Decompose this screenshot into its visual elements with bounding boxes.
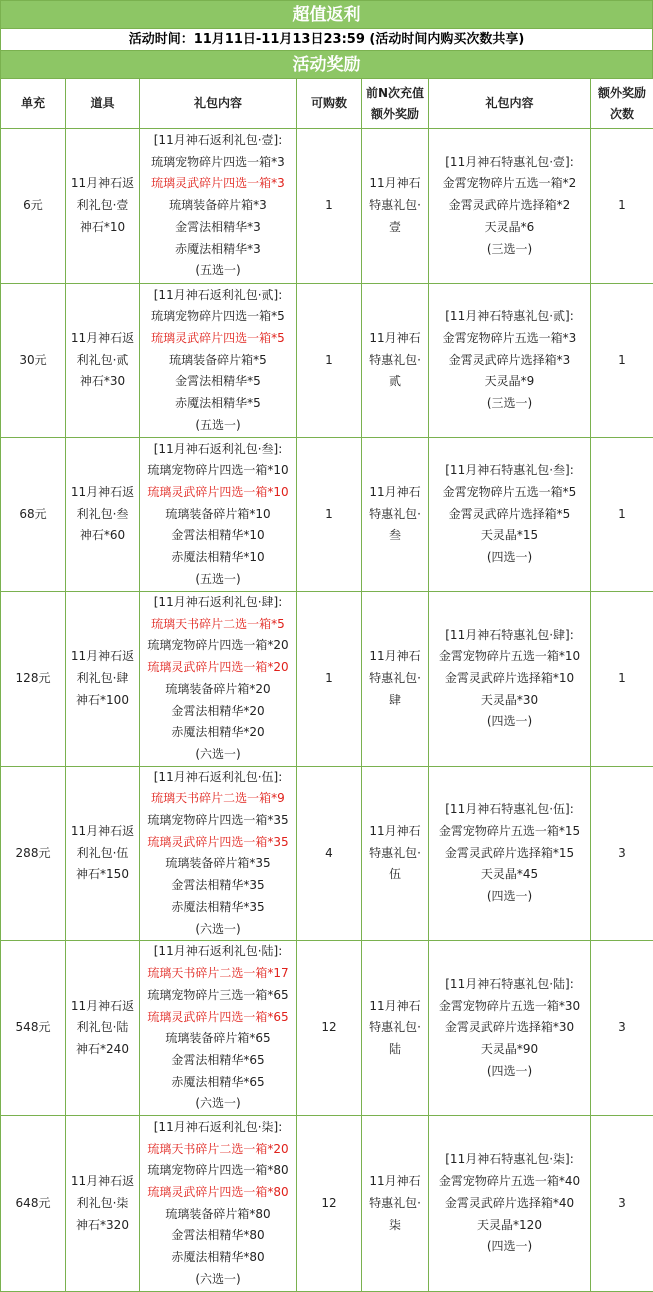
header-extra-count	[591, 79, 653, 129]
item-line: 利礼包·柒	[68, 1193, 137, 1215]
contents2-line: (四选一)	[431, 886, 588, 908]
item-line: 11月神石返	[68, 821, 137, 843]
extra-line: 11月神石	[364, 996, 426, 1018]
contents-line: [11月神石返利礼包·陆]:	[142, 941, 294, 963]
header-extra	[362, 79, 429, 129]
contents2-cell	[429, 766, 591, 941]
item-cell	[66, 284, 140, 438]
item-line: 神石*30	[68, 371, 137, 393]
contents2-line: 金霄灵武碎片选择箱*15	[431, 843, 588, 865]
item-line: 神石*100	[68, 690, 137, 712]
extra-line: 肆	[364, 690, 426, 712]
contents2-line: 天灵晶*6	[431, 217, 588, 239]
contents-line: (六选一)	[142, 744, 294, 766]
extra-line: 特惠礼包·	[364, 843, 426, 865]
contents2-line: (三选一)	[431, 239, 588, 261]
contents2-line: 天灵晶*45	[431, 864, 588, 886]
contents2-line: 金霄宠物碎片五选一箱*3	[431, 328, 588, 350]
extra-line: 11月神石	[364, 821, 426, 843]
page-title: 超值返利	[0, 0, 653, 28]
extra-line: 11月神石	[364, 646, 426, 668]
header-extra-count-line2: 次数	[593, 104, 651, 125]
item-line: 神石*60	[68, 525, 137, 547]
buyable-cell: 12	[297, 1116, 362, 1292]
charge-cell: 6元	[1, 129, 66, 284]
contents-line: 琉璃灵武碎片四选一箱*35	[142, 832, 294, 854]
extra-line: 叁	[364, 525, 426, 547]
contents-line: [11月神石返利礼包·叁]:	[142, 439, 294, 461]
contents2-line: 金霄宠物碎片五选一箱*30	[431, 996, 588, 1018]
contents-line: 琉璃宠物碎片四选一箱*10	[142, 460, 294, 482]
contents-line: 琉璃灵武碎片四选一箱*80	[142, 1182, 294, 1204]
buyable-cell: 1	[297, 592, 362, 767]
contents-cell	[140, 129, 297, 284]
contents2-line: 天灵晶*90	[431, 1039, 588, 1061]
contents2-line: 金霄宠物碎片五选一箱*5	[431, 482, 588, 504]
contents-line: 琉璃灵武碎片四选一箱*10	[142, 482, 294, 504]
contents-line: 琉璃装备碎片箱*5	[142, 350, 294, 372]
extra-count-cell: 3	[591, 1116, 653, 1292]
extra-line: 11月神石	[364, 328, 426, 350]
contents-line: 赤魇法相精华*5	[142, 393, 294, 415]
item-cell	[66, 129, 140, 284]
contents-line: (五选一)	[142, 260, 294, 282]
buyable-cell: 12	[297, 941, 362, 1116]
extra-count-cell: 1	[591, 129, 653, 284]
extra-count-cell: 1	[591, 284, 653, 438]
rewards-table	[0, 78, 653, 1292]
contents-line: 赤魇法相精华*80	[142, 1247, 294, 1269]
contents2-line: [11月神石特惠礼包·肆]:	[431, 625, 588, 647]
contents2-cell	[429, 129, 591, 284]
contents2-line: (四选一)	[431, 547, 588, 569]
contents2-line: 金霄宠物碎片五选一箱*2	[431, 173, 588, 195]
contents2-cell	[429, 941, 591, 1116]
contents2-line: [11月神石特惠礼包·壹]:	[431, 152, 588, 174]
table-row	[1, 438, 653, 592]
contents-line: 赤魇法相精华*3	[142, 239, 294, 261]
extra-count-cell: 3	[591, 766, 653, 941]
extra-line: 特惠礼包·	[364, 504, 426, 526]
contents-line: 琉璃装备碎片箱*65	[142, 1028, 294, 1050]
contents2-line: 金霄灵武碎片选择箱*3	[431, 350, 588, 372]
contents-line: 金霄法相精华*80	[142, 1225, 294, 1247]
item-line: 神石*320	[68, 1215, 137, 1237]
contents2-line: [11月神石特惠礼包·叁]:	[431, 460, 588, 482]
contents2-line: [11月神石特惠礼包·陆]:	[431, 974, 588, 996]
contents2-line: [11月神石特惠礼包·柒]:	[431, 1149, 588, 1171]
extra-cell	[362, 438, 429, 592]
charge-cell: 648元	[1, 1116, 66, 1292]
contents2-cell	[429, 438, 591, 592]
item-line: 神石*10	[68, 217, 137, 239]
activity-time: 活动时间：11月11日-11月13日23:59 (活动时间内购买次数共享)	[0, 28, 653, 50]
contents-cell	[140, 1116, 297, 1292]
section-title: 活动奖励	[0, 50, 653, 78]
contents2-cell	[429, 592, 591, 767]
extra-line: 贰	[364, 371, 426, 393]
contents-line: 琉璃装备碎片箱*35	[142, 853, 294, 875]
item-cell	[66, 592, 140, 767]
contents-line: 琉璃天书碎片二选一箱*5	[142, 614, 294, 636]
item-cell	[66, 438, 140, 592]
extra-cell	[362, 1116, 429, 1292]
buyable-cell: 1	[297, 438, 362, 592]
table-header-row	[1, 79, 653, 129]
extra-cell	[362, 284, 429, 438]
contents-line: 琉璃宠物碎片四选一箱*5	[142, 306, 294, 328]
header-contents2: 礼包内容	[429, 79, 591, 129]
contents-line: [11月神石返利礼包·壹]:	[142, 130, 294, 152]
buyable-cell: 1	[297, 284, 362, 438]
contents-line: 赤魇法相精华*10	[142, 547, 294, 569]
contents-cell	[140, 941, 297, 1116]
contents2-line: 金霄灵武碎片选择箱*40	[431, 1193, 588, 1215]
contents2-line: (三选一)	[431, 393, 588, 415]
contents-line: [11月神石返利礼包·肆]:	[142, 592, 294, 614]
item-cell	[66, 941, 140, 1116]
contents2-line: 天灵晶*120	[431, 1215, 588, 1237]
charge-cell: 128元	[1, 592, 66, 767]
contents-line: (五选一)	[142, 569, 294, 591]
contents2-line: 金霄灵武碎片选择箱*5	[431, 504, 588, 526]
buyable-cell: 1	[297, 129, 362, 284]
contents-line: 琉璃灵武碎片四选一箱*20	[142, 657, 294, 679]
header-charge: 单充	[1, 79, 66, 129]
contents-line: (六选一)	[142, 919, 294, 941]
contents2-line: 金霄灵武碎片选择箱*2	[431, 195, 588, 217]
item-line: 11月神石返	[68, 1171, 137, 1193]
item-line: 11月神石返	[68, 173, 137, 195]
item-line: 利礼包·壹	[68, 195, 137, 217]
extra-count-cell: 1	[591, 438, 653, 592]
extra-line: 11月神石	[364, 173, 426, 195]
item-line: 利礼包·贰	[68, 350, 137, 372]
extra-cell	[362, 941, 429, 1116]
contents-line: 琉璃装备碎片箱*80	[142, 1204, 294, 1226]
contents-line: [11月神石返利礼包·贰]:	[142, 285, 294, 307]
item-line: 神石*240	[68, 1039, 137, 1061]
contents-line: 琉璃宠物碎片四选一箱*35	[142, 810, 294, 832]
contents-line: 琉璃灵武碎片四选一箱*3	[142, 173, 294, 195]
table-row	[1, 941, 653, 1116]
header-extra-count-line1: 额外奖励	[593, 83, 651, 104]
contents-line: 琉璃装备碎片箱*20	[142, 679, 294, 701]
contents2-line: 金霄灵武碎片选择箱*30	[431, 1017, 588, 1039]
contents-line: 赤魇法相精华*20	[142, 722, 294, 744]
extra-line: 伍	[364, 864, 426, 886]
table-row	[1, 1116, 653, 1292]
contents-line: 琉璃装备碎片箱*10	[142, 504, 294, 526]
item-line: 11月神石返	[68, 482, 137, 504]
contents-cell	[140, 284, 297, 438]
contents-line: 金霄法相精华*3	[142, 217, 294, 239]
contents-line: 琉璃宠物碎片四选一箱*80	[142, 1160, 294, 1182]
contents-line: 金霄法相精华*20	[142, 701, 294, 723]
contents2-line: (四选一)	[431, 711, 588, 733]
extra-cell	[362, 592, 429, 767]
contents-line: 琉璃装备碎片箱*3	[142, 195, 294, 217]
contents-line: (五选一)	[142, 415, 294, 437]
table-body	[1, 129, 653, 1292]
item-line: 利礼包·叁	[68, 504, 137, 526]
contents2-line: 金霄宠物碎片五选一箱*40	[431, 1171, 588, 1193]
contents2-cell	[429, 1116, 591, 1292]
contents-line: 琉璃宠物碎片四选一箱*3	[142, 152, 294, 174]
extra-line: 特惠礼包·	[364, 195, 426, 217]
table-row	[1, 284, 653, 438]
item-line: 利礼包·陆	[68, 1017, 137, 1039]
item-cell	[66, 1116, 140, 1292]
table-row	[1, 592, 653, 767]
item-line: 11月神石返	[68, 996, 137, 1018]
contents-line: 琉璃宠物碎片四选一箱*20	[142, 635, 294, 657]
table-row	[1, 766, 653, 941]
contents2-line: [11月神石特惠礼包·伍]:	[431, 799, 588, 821]
contents-line: [11月神石返利礼包·伍]:	[142, 767, 294, 789]
charge-cell: 288元	[1, 766, 66, 941]
contents-line: 琉璃天书碎片二选一箱*20	[142, 1139, 294, 1161]
extra-cell	[362, 129, 429, 284]
header-extra-line1: 前N次充值	[364, 83, 426, 104]
contents2-line: (四选一)	[431, 1061, 588, 1083]
contents2-line: (四选一)	[431, 1236, 588, 1258]
item-line: 11月神石返	[68, 328, 137, 350]
buyable-cell: 4	[297, 766, 362, 941]
extra-line: 柒	[364, 1215, 426, 1237]
item-line: 11月神石返	[68, 646, 137, 668]
contents-line: (六选一)	[142, 1269, 294, 1291]
header-buyable: 可购数	[297, 79, 362, 129]
contents-line: 琉璃天书碎片二选一箱*9	[142, 788, 294, 810]
contents2-line: 金霄宠物碎片五选一箱*15	[431, 821, 588, 843]
contents-line: 金霄法相精华*65	[142, 1050, 294, 1072]
item-line: 神石*150	[68, 864, 137, 886]
extra-line: 特惠礼包·	[364, 350, 426, 372]
extra-line: 11月神石	[364, 1171, 426, 1193]
charge-cell: 30元	[1, 284, 66, 438]
contents-line: 琉璃灵武碎片四选一箱*65	[142, 1007, 294, 1029]
contents-line: 赤魇法相精华*35	[142, 897, 294, 919]
extra-line: 陆	[364, 1039, 426, 1061]
contents2-line: [11月神石特惠礼包·贰]:	[431, 306, 588, 328]
contents-line: 金霄法相精华*10	[142, 525, 294, 547]
contents2-line: 天灵晶*15	[431, 525, 588, 547]
contents-line: (六选一)	[142, 1093, 294, 1115]
extra-count-cell: 3	[591, 941, 653, 1116]
item-line: 利礼包·肆	[68, 668, 137, 690]
extra-count-cell: 1	[591, 592, 653, 767]
contents-line: 琉璃灵武碎片四选一箱*5	[142, 328, 294, 350]
extra-line: 特惠礼包·	[364, 1193, 426, 1215]
header-extra-line2: 额外奖励	[364, 104, 426, 125]
header-item: 道具	[66, 79, 140, 129]
contents2-cell	[429, 284, 591, 438]
contents-line: 琉璃宠物碎片三选一箱*65	[142, 985, 294, 1007]
charge-cell: 68元	[1, 438, 66, 592]
contents-line: 金霄法相精华*5	[142, 371, 294, 393]
item-line: 利礼包·伍	[68, 843, 137, 865]
contents-line: 金霄法相精华*35	[142, 875, 294, 897]
extra-line: 特惠礼包·	[364, 1017, 426, 1039]
item-cell	[66, 766, 140, 941]
table-row	[1, 129, 653, 284]
extra-cell	[362, 766, 429, 941]
contents2-line: 天灵晶*9	[431, 371, 588, 393]
header-contents: 礼包内容	[140, 79, 297, 129]
contents2-line: 金霄宠物碎片五选一箱*10	[431, 646, 588, 668]
contents-cell	[140, 592, 297, 767]
contents-cell	[140, 438, 297, 592]
extra-line: 特惠礼包·	[364, 668, 426, 690]
contents-line: 琉璃天书碎片二选一箱*17	[142, 963, 294, 985]
contents-line: [11月神石返利礼包·柒]:	[142, 1117, 294, 1139]
contents2-line: 天灵晶*30	[431, 690, 588, 712]
extra-line: 壹	[364, 217, 426, 239]
extra-line: 11月神石	[364, 482, 426, 504]
contents2-line: 金霄灵武碎片选择箱*10	[431, 668, 588, 690]
contents-line: 赤魇法相精华*65	[142, 1072, 294, 1094]
contents-cell	[140, 766, 297, 941]
charge-cell: 548元	[1, 941, 66, 1116]
